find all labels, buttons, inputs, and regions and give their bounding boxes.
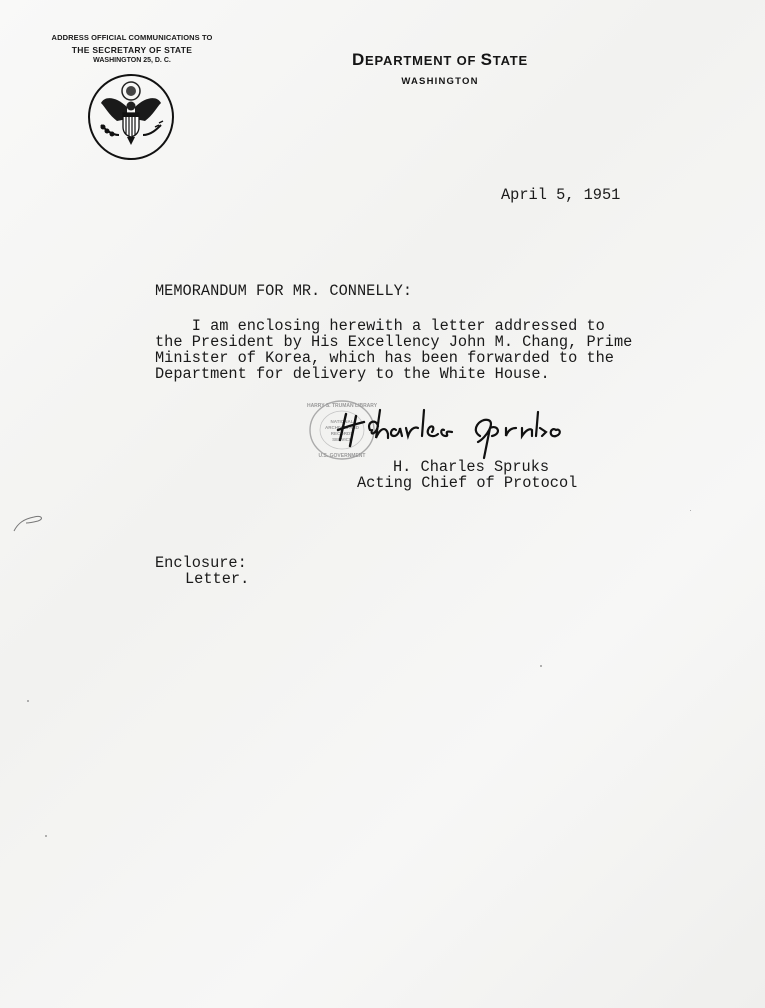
body-line: Minister of Korea, which has been forwarded to the [155,349,614,367]
handwritten-signature [330,402,670,462]
signer-name: H. Charles Spruks [393,458,550,476]
paper-speck [690,510,691,511]
letterhead-address-line-2: THE SECRETARY OF STATE [71,45,193,55]
department-title-initial: D [351,50,366,69]
letter-date: April 5, 1951 [501,186,621,204]
pencil-mark [10,505,50,535]
svg-text:RECORDS: RECORDS [330,431,354,436]
body-line: I am enclosing herewith a letter addressed to [155,317,605,335]
letterhead-address-line-3: WASHINGTON 25, D. C. [93,57,171,64]
paper-speck [27,700,29,702]
department-title-state-rest: TATE [492,53,529,68]
svg-text:U.S. GOVERNMENT: U.S. GOVERNMENT [318,453,366,459]
svg-text:ARCHIVES AND: ARCHIVES AND [324,425,360,430]
department-title-state-initial: S [480,50,493,69]
department-title-rest: EPARTMENT OF [365,53,481,68]
department-title [300,50,580,70]
paper-speck [540,665,542,667]
svg-text:NATIONAL: NATIONAL [330,419,354,424]
signer-title: Acting Chief of Protocol [357,474,578,492]
enclosure-item: Letter. [185,570,250,588]
memo-salutation: MEMORANDUM FOR MR. CONNELLY: [155,282,413,300]
svg-text:HARRY S. TRUMAN LIBRARY: HARRY S. TRUMAN LIBRARY [307,403,377,409]
paper-speck [45,835,47,837]
department-city: WASHINGTON [401,76,479,87]
body-line: the President by His Excellency John M. Chang, Prime [155,333,633,351]
letterhead-address-line-1: ADDRESS OFFICIAL COMMUNICATIONS TO [51,33,213,42]
svg-text:SERVICE: SERVICE [332,437,352,442]
great-seal-eagle-icon [87,73,175,161]
body-line: Department for delivery to the White House. [155,365,550,383]
enclosure-label: Enclosure: [155,554,247,572]
